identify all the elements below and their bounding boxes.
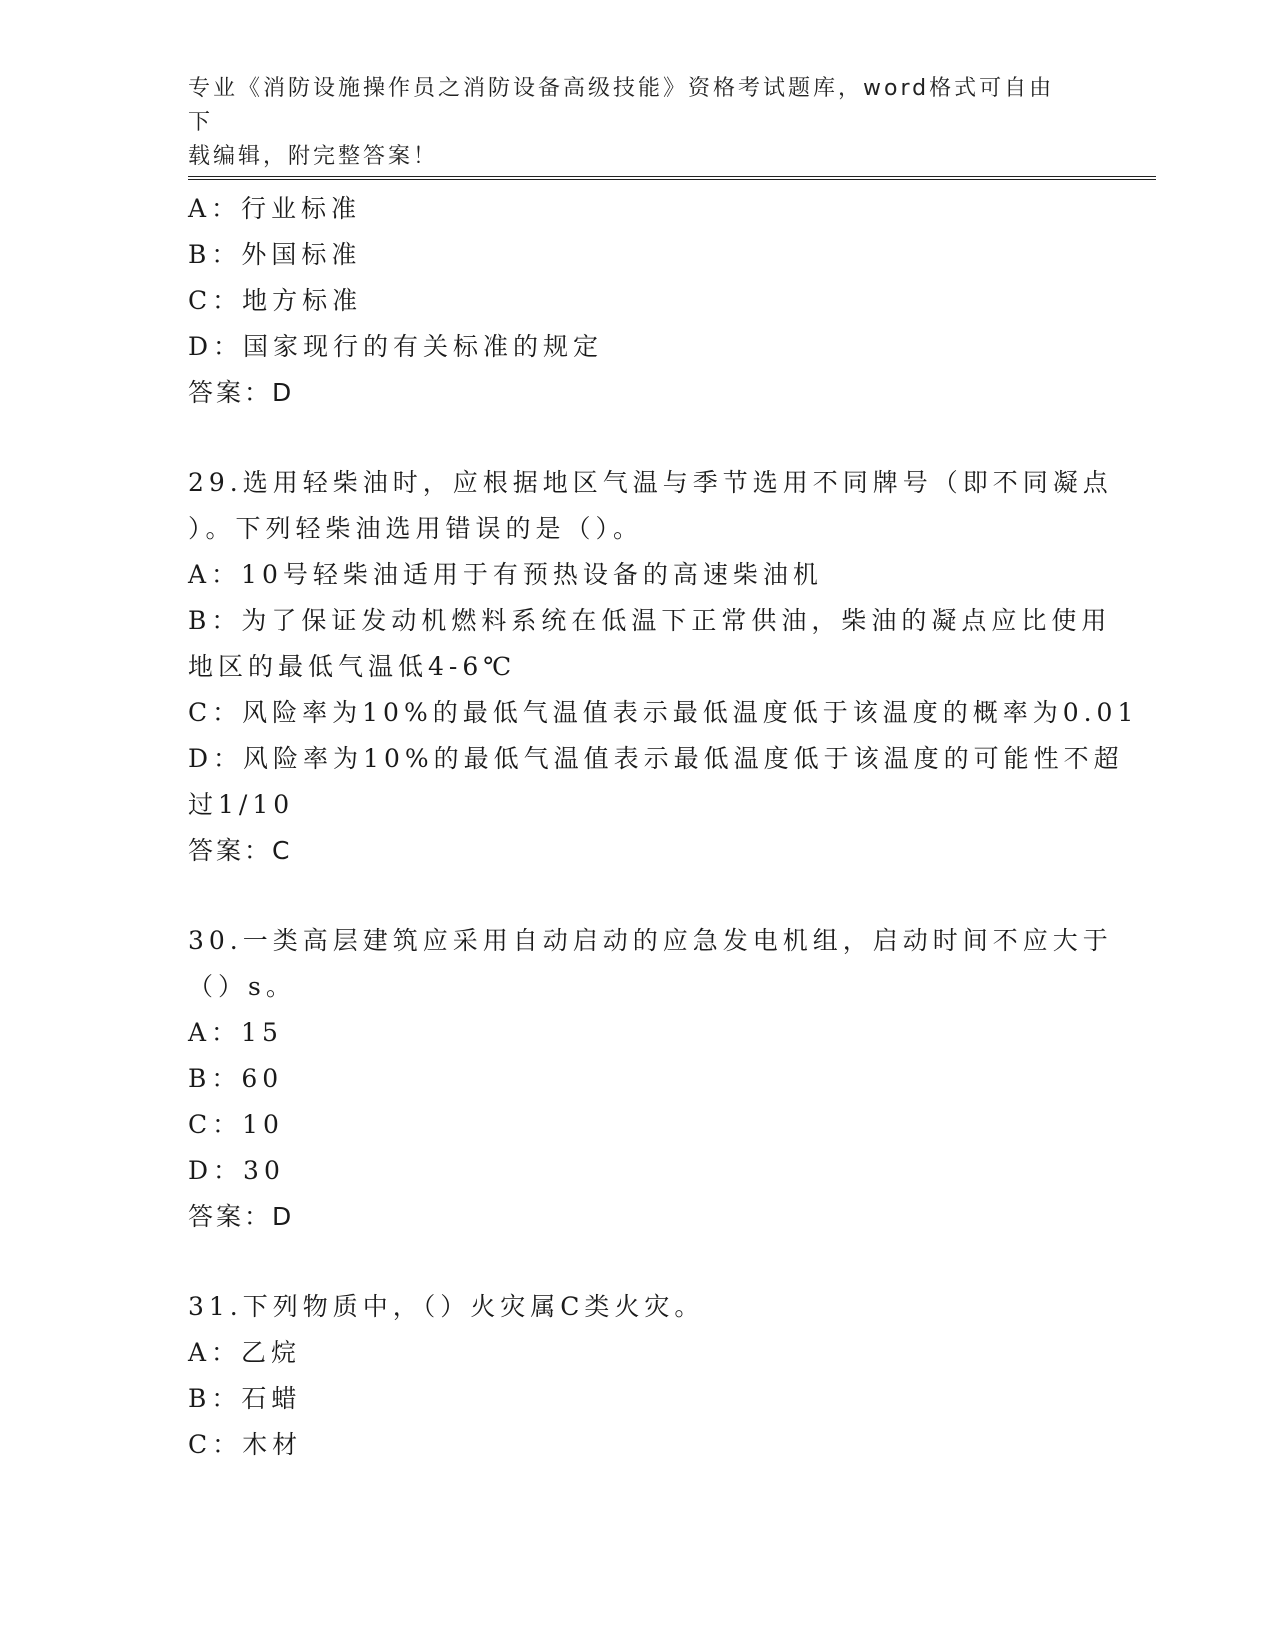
option-c: C：10 <box>188 1110 284 1139</box>
header-divider <box>188 176 1156 180</box>
question-29 <box>188 460 1139 874</box>
option-b: B：石蜡 <box>188 1384 302 1413</box>
option-c: C：风险率为10%的最低气温值表示最低温度低于该温度的概率为0.01 <box>188 698 1139 727</box>
answer: 答案：D <box>188 1202 295 1231</box>
document-header <box>188 72 1068 174</box>
question-stem-line-2: ）。下列轻柴油选用错误的是（）。 <box>188 514 644 543</box>
option-b-continued: 地区的最低气温低4-6℃ <box>188 652 517 681</box>
option-c: C：地方标准 <box>188 286 363 315</box>
answer: 答案：D <box>188 378 295 407</box>
option-a: A：15 <box>188 1018 283 1047</box>
option-b: B：外国标准 <box>188 240 362 269</box>
option-b: B：60 <box>188 1064 284 1093</box>
option-d: D：30 <box>188 1156 285 1185</box>
question-28 <box>188 186 1088 416</box>
question-stem-line-1: 30.一类高层建筑应采用自动启动的应急发电机组，启动时间不应大于 <box>188 926 1113 955</box>
question-30 <box>188 918 1113 1240</box>
option-a: A：10号轻柴油适用于有预热设备的高速柴油机 <box>188 560 823 589</box>
header-line-1: 专业《消防设施操作员之消防设备高级技能》资格考试题库，word格式可自由下 <box>188 76 1055 135</box>
answer: 答案：C <box>188 836 293 865</box>
option-c: C：木材 <box>188 1430 303 1459</box>
option-b: B：为了保证发动机燃料系统在低温下正常供油，柴油的凝点应比使用 <box>188 606 1112 635</box>
option-d-continued: 过1/10 <box>188 790 295 819</box>
question-list <box>188 186 1139 1468</box>
question-stem-line-2: （）s。 <box>188 972 296 1001</box>
question-stem-line-1: 31.下列物质中，（）火灾属C类火灾。 <box>188 1292 705 1321</box>
option-d: D：国家现行的有关标准的规定 <box>188 332 604 361</box>
question-stem-line-1: 29.选用轻柴油时，应根据地区气温与季节选用不同牌号（即不同凝点 <box>188 468 1113 497</box>
question-31 <box>188 1284 1088 1468</box>
option-a: A：乙烷 <box>188 1338 302 1367</box>
option-d: D：风险率为10%的最低气温值表示最低温度低于该温度的可能性不超 <box>188 744 1124 773</box>
option-a: A：行业标准 <box>188 194 362 223</box>
header-line-2: 载编辑，附完整答案！ <box>188 144 439 169</box>
